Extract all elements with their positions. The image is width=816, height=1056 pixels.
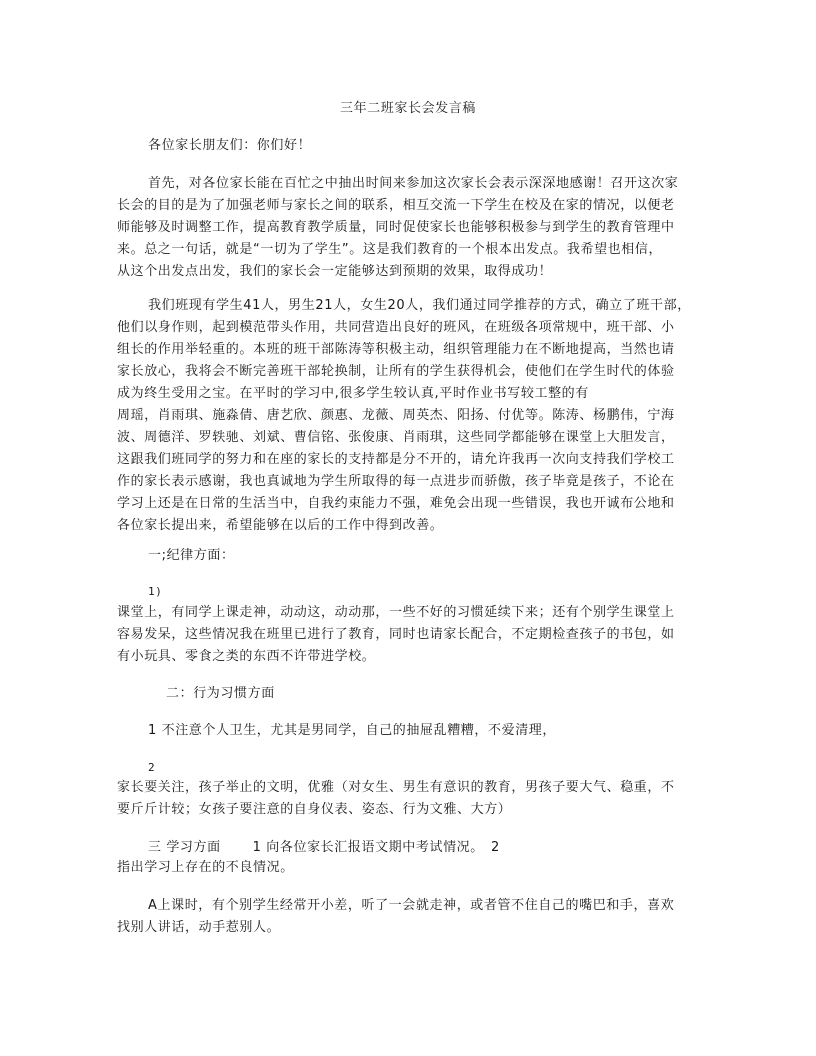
last-paragraph-line: 找别人讲话，动手惹别人。: [117, 920, 281, 935]
para1-line: 来。总之一句话，就是“一切为了学生”。这是我们教育的一个根本出发点。我希望也相信，: [117, 242, 663, 257]
greeting: 各位家长朋友们：你们好！: [148, 138, 312, 153]
para2-line: 家长放心，我将会不断完善班干部轮换制，让所有的学生获得机会，使他们在学生时代的体验: [117, 364, 675, 379]
section2-line: 家长要关注，孩子举止的文明，优雅（对女生、男生有意识的教育，男孩子要大气、稳重，不: [117, 780, 675, 795]
section1-line: 课堂上，有同学上课走神，动动这，动动那，一些不好的习惯延续下来；还有个别学生课堂上: [117, 605, 675, 620]
section2-line: 要斤斤计较；女孩子要注意的自身仪表、姿态、行为文雅、大方）: [117, 802, 512, 817]
section3-line: 指出学习上存在的不良情况。: [117, 860, 294, 875]
para2-line: 波、周德洋、罗轶驰、刘斌、曹信铭、张俊康、肖雨琪，这些同学都能够在课堂上大胆发言，: [117, 430, 675, 445]
para2-line: 各位家长提出来，希望能够在以后的工作中得到改善。: [117, 518, 444, 533]
section2-number: 2: [148, 761, 156, 774]
para2-line: 我们班现有学生41人，男生21人，女生20人，我们通过同学推荐的方式，确立了班干部，: [148, 298, 691, 313]
para1-line: 长会的目的是为了加强老师与家长之间的联系，相互交流一下学生在校及在家的情况，以便老: [117, 198, 675, 213]
para2-line: 这跟我们班同学的努力和在座的家长的支持都是分不开的，请允许我再一次向支持我们学校工: [117, 452, 675, 467]
para2-line: 组长的作用举轻重的。本班的班干部陈涛等积极主动，组织管理能力在不断地提高，当然也请: [117, 342, 675, 357]
section2-heading: 二：行为习惯方面: [166, 686, 275, 701]
para2-line: 学习上还是在日常的生活当中，自我约束能力不强，难免会出现一些错误，我也开诚布公地和: [117, 496, 675, 511]
para1-line: 师能够及时调整工作，提高教育教学质量，同时促使家长也能够积极参与到学生的教育管理中: [117, 220, 675, 235]
section2-item1: 1 不注意个人卫生，尤其是男同学，自己的抽屉乱糟糟，不爱清理，: [148, 723, 557, 738]
para2-line: 周瑶，肖雨琪、施淼倩、唐艺欣、颜惠、龙薇、周英杰、阳扬、付优等。陈涛、杨鹏伟，宁海: [117, 408, 675, 423]
document-title: 三年二班家长会发言稿: [339, 101, 476, 116]
section1-heading: 一;纪律方面：: [148, 548, 235, 563]
section1-number: 1): [148, 585, 163, 598]
para2-line: 作的家长表示感谢，我也真诚地为学生所取得的每一点进步而骄傲，孩子毕竟是孩子，不论在: [117, 474, 675, 489]
para2-line: 成为终生受用之宝。在平时的学习中,很多学生较认真,平时作业书写较工整的有: [117, 386, 589, 401]
section1-line: 容易发呆，这些情况我在班里已进行了教育，同时也请家长配合，不定期检查孩子的书包，如: [117, 627, 675, 642]
last-paragraph-line: A上课时，有个别学生经常开小差，听了一会就走神，或者管不住自己的嘴巴和手，喜欢: [148, 898, 675, 913]
section3-heading: 三 学习方面 1 向各位家长汇报语文期中考试情况。 2: [148, 840, 500, 855]
para1-line: 从这个出发点出发，我们的家长会一定能够达到预期的效果，取得成功！: [117, 264, 553, 279]
section1-line: 有小玩具、零食之类的东西不许带进学校。: [117, 649, 376, 664]
para2-line: 他们以身作则，起到模范带头作用，共同营造出良好的班风，在班级各项常规中，班干部、小: [117, 320, 675, 335]
para1-line: 首先，对各位家长能在百忙之中抽出时间来参加这次家长会表示深深地感谢！召开这次家: [148, 176, 679, 191]
